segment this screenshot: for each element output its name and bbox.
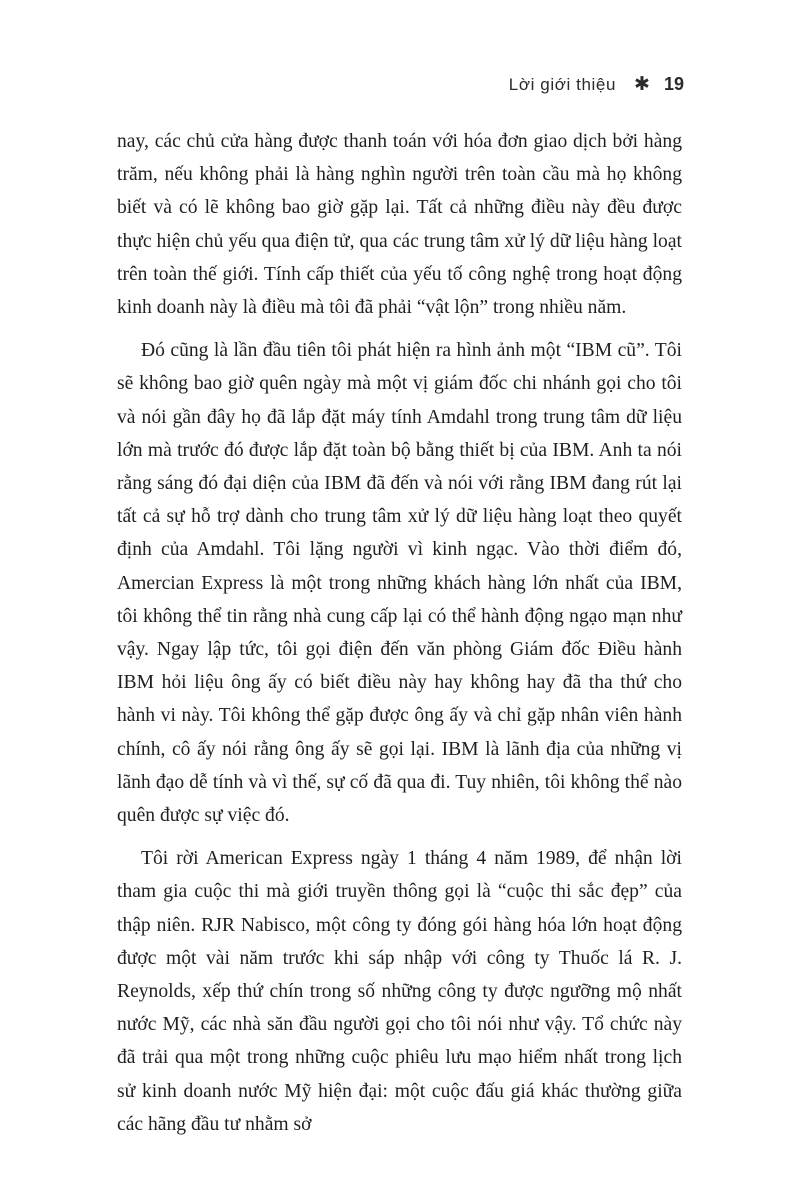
- section-title: Lời giới thiệu: [508, 74, 617, 94]
- asterisk-icon: ✱: [634, 74, 650, 95]
- paragraph-rjr-nabisco: Tôi rời American Express ngày 1 tháng 4 năm 1989, để nhận lời tham gia cuộc thi mà giới truyền thông gọi là “cuộc thi sắc đẹp” của thập niên. RJR Nabisco, một công ty đóng gói hàng hóa lớn hoạt động được một vài năm trước khi sáp nhập với công ty Thuốc lá R. J. Reynolds, xếp thứ chín trong số những công ty được ngưỡng mộ nhất nước Mỹ, các nhà săn đầu người gọi cho tôi nói như vậy. Tổ chức này đã trải qua một trong những cuộc phiêu lưu mạo hiểm nhất trong lịch sử kinh doanh nước Mỹ hiện đại: một cuộc đấu giá khác thường giữa các hãng đầu tư nhằm sở: [117, 848, 682, 1135]
- paragraph-continued: nay, các chủ cửa hàng được thanh toán với hóa đơn giao dịch bởi hàng trăm, nếu không phải là hàng nghìn người trên toàn cầu mà họ không biết và có lẽ không bao giờ gặp lại. Tất cả những điều này đều được thực hiện chủ yếu qua điện tử, qua các trung tâm xử lý dữ liệu hàng loạt trên toàn thế giới. Tính cấp thiết của yếu tố công nghệ trong hoạt động kinh doanh này là điều mà tôi đã phải “vật lộn” trong nhiều năm.: [117, 131, 682, 319]
- body-text: [117, 125, 682, 1141]
- running-header: [509, 74, 684, 95]
- paragraph-ibm: Đó cũng là lần đầu tiên tôi phát hiện ra hình ảnh một “IBM cũ”. Tôi sẽ không bao giờ quên ngày mà một vị giám đốc chi nhánh gọi cho tôi và nói gần đây họ đã lắp đặt máy tính Amdahl trong trung tâm dữ liệu lớn mà trước đó được lắp đặt toàn bộ bằng thiết bị của IBM. Anh ta nói rằng sáng đó đại diện của IBM đã đến và nói với rằng IBM đang rút lại tất cả sự hỗ trợ dành cho trung tâm xử lý dữ liệu hàng loạt theo quyết định của Amdahl. Tôi lặng người vì kinh ngạc. Vào thời điểm đó, Amercian Express là một trong những khách hàng lớn nhất của IBM, tôi không thể tin rằng nhà cung cấp lại có thể hành động ngạo mạn như vậy. Ngay lập tức, tôi gọi điện đến văn phòng Giám đốc Điều hành IBM hỏi liệu ông ấy có biết điều này hay không hay đã tha thứ cho hành vi này. Tôi không thể gặp được ông ấy và chỉ gặp nhân viên hành chính, cô ấy nói rằng ông ấy sẽ gọi lại. IBM là lãnh địa của những vị lãnh đạo dễ tính và vì thế, sự cố đã qua đi. Tuy nhiên, tôi không thể nào quên được sự việc đó.: [117, 340, 682, 827]
- page-number: 19: [663, 74, 684, 94]
